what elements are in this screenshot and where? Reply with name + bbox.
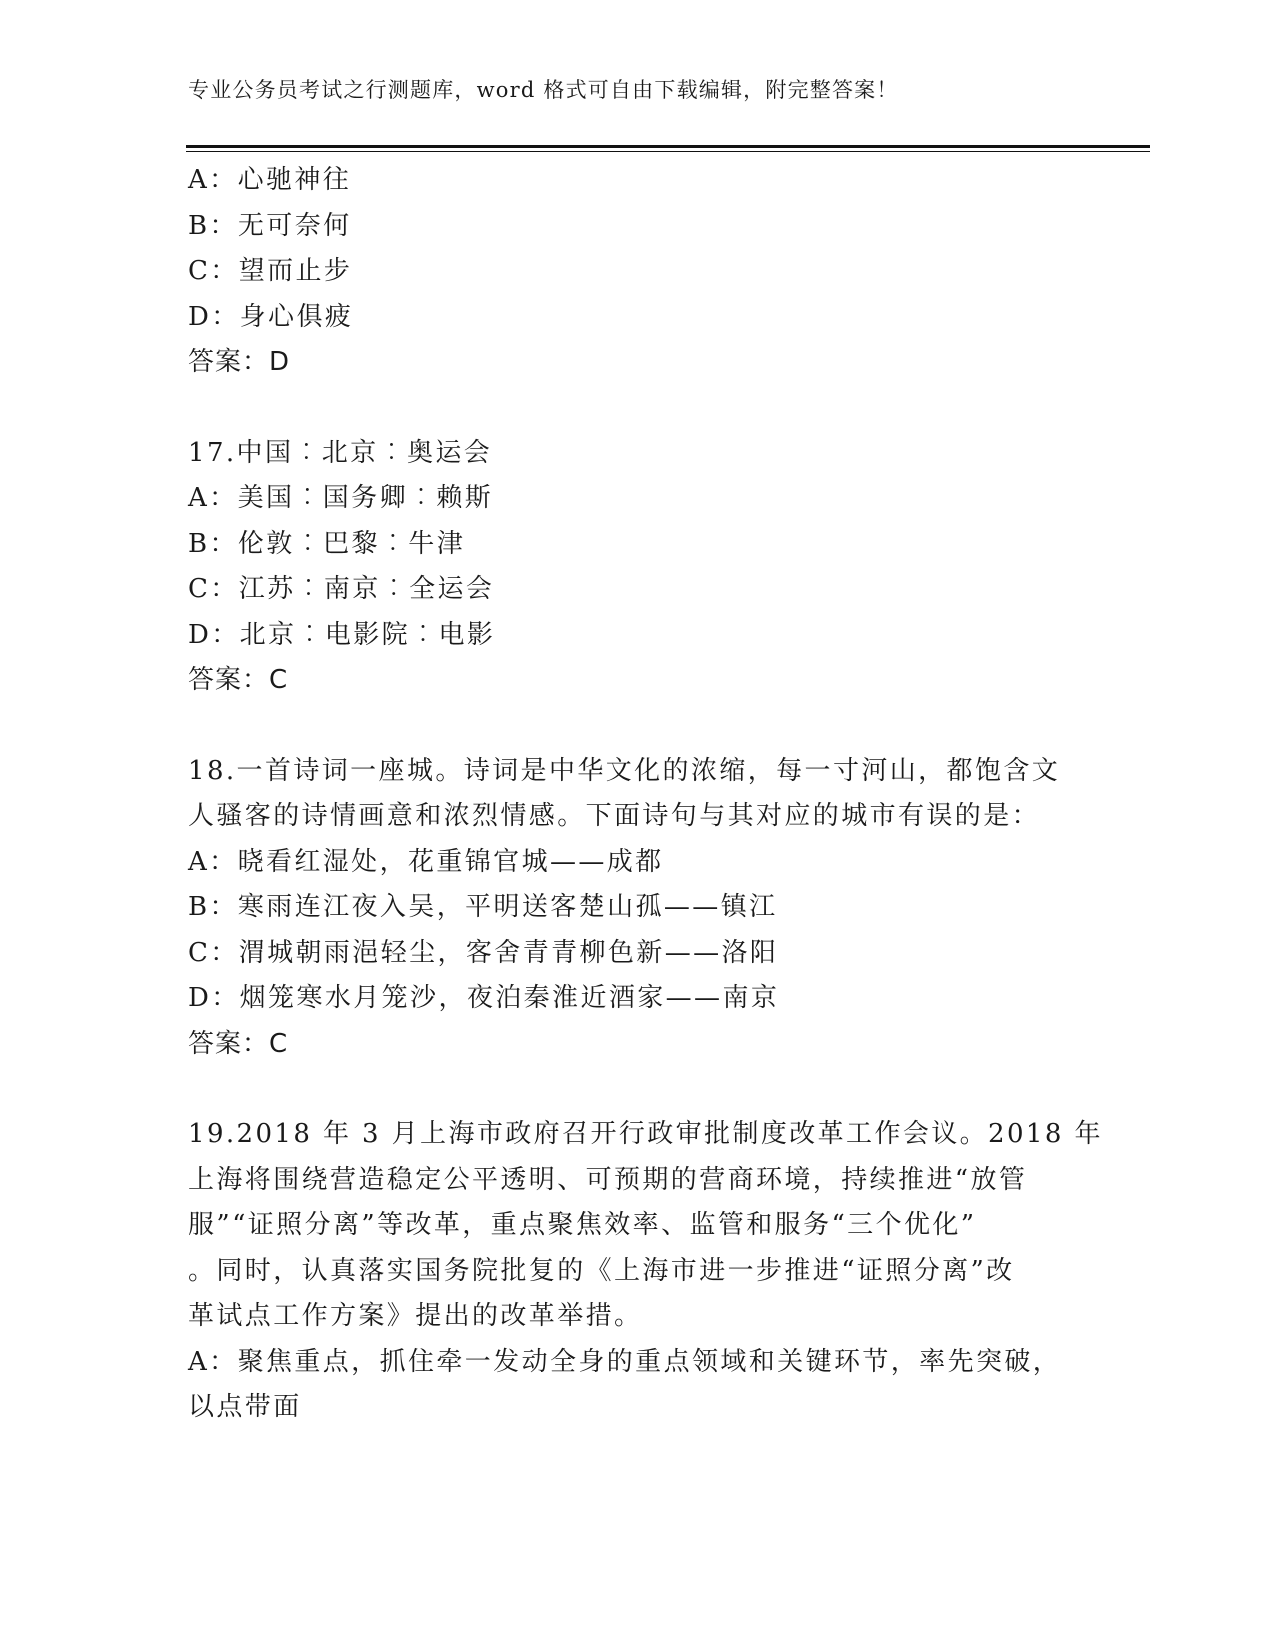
question-17 xyxy=(188,431,1088,704)
document-body xyxy=(188,158,1103,1431)
option-b: B：伦敦︰巴黎︰牛津 xyxy=(188,528,466,559)
answer-line: 答案：C xyxy=(188,1028,289,1059)
question-19 xyxy=(188,1112,1103,1431)
option-a: A：晓看红湿处，花重锦官城——成都 xyxy=(188,846,664,877)
option-b: B：寒雨连江夜入吴，平明送客楚山孤——镇江 xyxy=(188,892,778,922)
header-rule-thin xyxy=(186,151,1150,152)
option-a: A：心驰神往 xyxy=(188,165,352,195)
question-stem-line: 。同时，认真落实国务院批复的《上海市进一步推进“证照分离”改 xyxy=(188,1255,1015,1286)
option-a-continued: 以点带面 xyxy=(188,1392,302,1422)
header-rule-thick xyxy=(186,145,1150,148)
page-header: 专业公务员考试之行测题库，word 格式可自由下载编辑，附完整答案！ xyxy=(188,78,899,102)
answer-line: 答案：C xyxy=(188,665,289,695)
option-c: C：渭城朝雨浥轻尘，客舍青青柳色新——洛阳 xyxy=(188,937,779,968)
question-stem-line: 18.一首诗词一座城。诗词是中华文化的浓缩，每一寸河山，都饱含文 xyxy=(188,755,1061,786)
option-a: A：聚焦重点，抓住牵一发动全身的重点领域和关键环节，率先突破， xyxy=(188,1346,1062,1377)
question-stem-line: 革试点工作方案》提出的改革举措。 xyxy=(188,1301,643,1331)
answer-line: 答案：D xyxy=(188,347,291,377)
question-stem-line: 服”“证照分离”等改革，重点聚焦效率、监管和服务“三个优化” xyxy=(188,1210,977,1240)
option-b: B：无可奈何 xyxy=(188,210,352,241)
question-18 xyxy=(188,749,1088,1068)
option-c: C：江苏︰南京︰全运会 xyxy=(188,574,495,604)
option-d: D：身心俱疲 xyxy=(188,301,354,332)
question-stem: 17.中国︰北京︰奥运会 xyxy=(188,437,493,468)
question-stem-line: 人骚客的诗情画意和浓烈情感。下面诗句与其对应的城市有误的是： xyxy=(188,801,1041,831)
question-stem-line: 19.2018 年 3 月上海市政府召开行政审批制度改革工作会议。2018 年 xyxy=(188,1119,1103,1149)
option-d: D：烟笼寒水月笼沙，夜泊秦淮近酒家——南京 xyxy=(188,983,780,1013)
question-stem-line: 上海将围绕营造稳定公平透明、可预期的营商环境，持续推进“放管 xyxy=(188,1164,1028,1195)
question-16 xyxy=(188,158,1088,386)
option-a: A：美国︰国务卿︰赖斯 xyxy=(188,483,494,513)
option-d: D：北京︰电影院︰电影 xyxy=(188,619,496,650)
option-c: C：望而止步 xyxy=(188,256,353,286)
